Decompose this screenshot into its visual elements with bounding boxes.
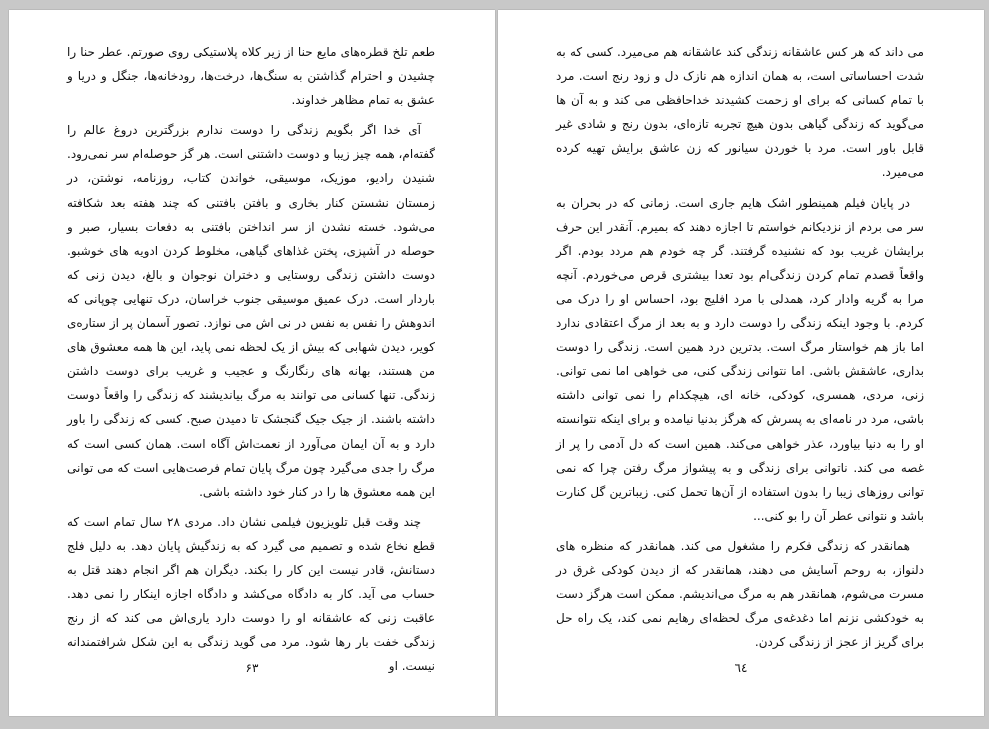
paragraph: می داند که هر کس عاشقانه زندگی کند عاشقانه هم می‌میرد. کسی که به شدت احساساتی است، به همان اندازه هم نازک دل و زود رنج است. مرد با تمام کسانی که برای او زحمت کشیدند خداحافظی می کند و به آن ها می‌گوید که زندگی گیاهی بدون هیچ تجربه تازه‌ای، بدون رنج و شادی غیر قابل باور است. مرد با خوردن سیانور که زن عاشق برایش تهیه کرده می‌میرد. bbox=[556, 45, 924, 180]
paragraph: چند وقت قبل تلویزیون فیلمی نشان داد. مردی ۲۸ سال تمام است که قطع نخاع شده و تصمیم می گیرد که به زندگیش پایان دهد. به دلیل فلج دستانش، قادر نیست این کار را بکند. دیگران هم اگر انجام دهند قتل به حساب می آید. کار به دادگاه می‌کشد و دادگاه اجازه اینکار را نمی دهد. عاقبت زنی که عاشقانه او را دوست دارد یاری‌اش می کند که از رنج زندگی خفت بار رها شود. مرد می گوید زندگی به این شکل شرافتمندانه نیست. او bbox=[67, 514, 435, 674]
page-number: ٦٤ bbox=[734, 661, 748, 675]
paragraph: در پایان فیلم همینطور اشک هایم جاری است. زمانی که در بحران به سر می بردم از نزدیکانم خواستم تا اجازه دهند که بمیرم. آنقدر این حرف برایشان غریب بود که نشنیده گرفتند. گر چه خودم هم مردد بودم. اگر واقعاً قصدم تمام کردن زندگی‌ام بود تعدا بیشتری قرص می‌خوردم. آنچه مرا به گریه وادار کرد، همدلی با مرد افلیج بود، احساس او را درک می کردم. با وجود اینکه زندگی را دوست دارد و به بعد از مرگ اعتقادی ندارد اما باز هم خواستار مرگ است. بدترین درد همین است. زندگی را دوست بداری، عاشقش باشی. اما نتوانی زندگی کنی، می خواهی اما نمی توانی. زنی، مردی، همسری، کودکی، خانه ای، هیچکدام را نمی توانی داشته باشی، مرد در نامه‌ای به پسرش که هرگز بدنیا نیامده و برای اینکه نتوانسته او را به دنیا بیاورد، عذر خواهی می‌کند. همین است که دل آدمی را پر از غصه می کند. ناتوانی برای زندگی و به پیشواز مرگ رفتن چرا که نمی توانی روزهای زیبا را بدون استفاده از آن‌ها تحمل کنی. زیباترین گل کنارت باشد و نتوانی عطر آن را بو کنی... bbox=[556, 195, 924, 523]
page-body-text bbox=[67, 40, 435, 684]
paragraph: طعم تلخ قطره‌های مایع حنا از زیر کلاه پلاستیکی روی صورتم. عطر حنا را چشیدن و احترام گذاشتن به سنگ‌ها، درخت‌ها، رودخانه‌ها، جنگل و دریا و عشق به تمام مظاهر خداوند. bbox=[67, 45, 435, 108]
book-page-left bbox=[9, 10, 495, 716]
book-page-right bbox=[498, 10, 984, 716]
page-body-text bbox=[556, 40, 924, 660]
paragraph: آی خدا اگر بگویم زندگی را دوست ندارم بزرگترین دروغ عالم را گفته‌ام، همه چیز زیبا و دوست داشتنی است. هر گز حوصله‌ام سر نمی‌رود. شنیدن رادیو، موزیک، موسیقی، خواندن کتاب، روزنامه، نوشتن، در زمستان نشستن کنار بخاری و بافتن بافتنی که چند هفته بعد شکافته می‌شود. خسته نشدن از سر انداختن بافتنی به دفعات بسیار، صبر و حوصله در آشپزی، پختن غذاهای گیاهی، مخلوط کردن ادویه های خوشبو. دوست داشتن زندگی روستایی و دختران نوجوان و بالغ، دیدن زنی که باردار است. درک عمیق موسیقی جنوب خراسان، درک تنهایی چوپانی که اندوهش را نفس به نفس در نی‌ اش می‌ نوازد. تصور آسمان پر از ستاره‌ی کویر، دیدن شهابی که بیش از یک لحظه نمی پاید، این ها همه معشوق های من هستند، بهانه های رنگارنگ و عجیب و غریب برای دوست داشتن زندگی. تنها کسانی می توانند به مرگ بیاندیشند که زندگی را واقعاً دوست داشته باشند. از جیک جیک گنجشک تا دمیدن صبح. کسی که زندگی را باور دارد و به آن ایمان می‌آورد از نعمت‌اش آگاه است. همان کسی است که مرگ را جدی می‌گیرد چون مرگ پایان تمام فرصت‌هایی است که می توانی این همه معشوق ها را در کنار خود داشته باشی. bbox=[67, 123, 435, 499]
page-number: ۶۳ bbox=[245, 661, 259, 675]
paragraph: همانقدر که زندگی فکرم را مشغول می کند. همانقدر که منظره های دلنواز، به روحم آسایش می‌ دهند، همانقدر که از دیدن کودکی غرق در مسرت می‌شوم، همانقدر هم به مرگ می‌اندیشم. ممکن است هرگز دست به خودکشی نزنم اما دغدغه‌ی مرگ لحظه‌ای رهایم نمی کند، یک راه حل برای گریز از عجز از زندگی کردن. bbox=[556, 538, 924, 650]
